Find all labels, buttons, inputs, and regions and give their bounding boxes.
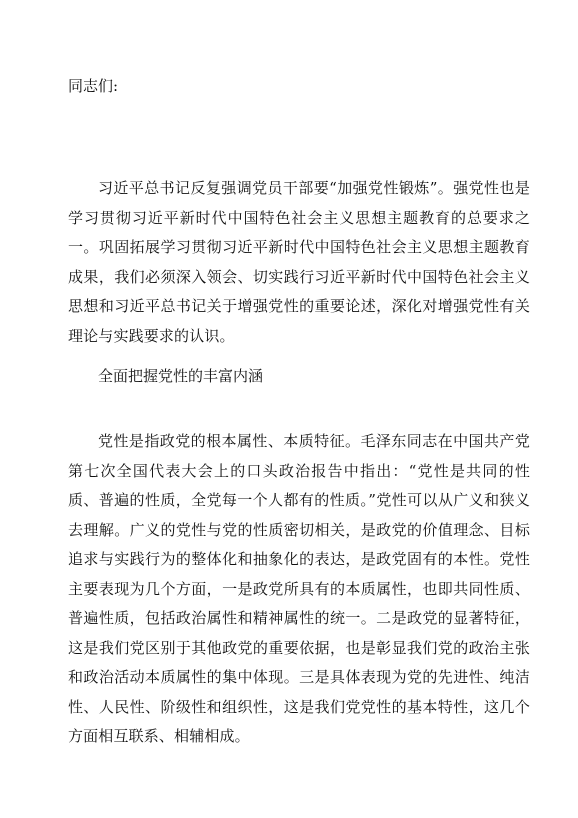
salutation: 同志们: (68, 77, 119, 95)
section-heading: 全面把握党性的丰富内涵 (98, 367, 264, 385)
intro-paragraph: 习近平总书记反复强调党员干部要“加强党性锻炼”。强党性也是学习贯彻习近平新时代中国特色社会主义思想主题教育的总要求之一。巩固拓展学习贯彻习近平新时代中国特色社会主义思想主题教育成果，我们必须深入领会、切实践行习近平新时代中国特色社会主义思想和习近平总书记关于增强党性的重要论述，深化对增强党性有关理论与实践要求的认识。 (68, 179, 530, 345)
body-paragraph: 党性是指政党的根本属性、本质特征。毛泽东同志在中国共产党第七次全国代表大会上的口头政治报告中指出：“党性是共同的性质、普遍的性质，全党每一个人都有的性质。”党性可以从广义和狭义去理解。广义的党性与党的性质密切相关，是政党的价值理念、目标追求与实践行为的整体化和抽象化的表达，是政党固有的本性。党性主要表现为几个方面，一是政党所具有的本质属性，也即共同性质、普遍性质，包括政治属性和精神属性的统一。二是政党的显著特征，这是我们党区别于其他政党的重要依据，也是彰显我们党的政治主张和政治活动本质属性的集中体现。三是具体表现为党的先进性、纯洁性、人民性、阶级性和组织性，这是我们党党性的基本特性，这几个方面相互联系、相辅相成。 (68, 432, 530, 745)
